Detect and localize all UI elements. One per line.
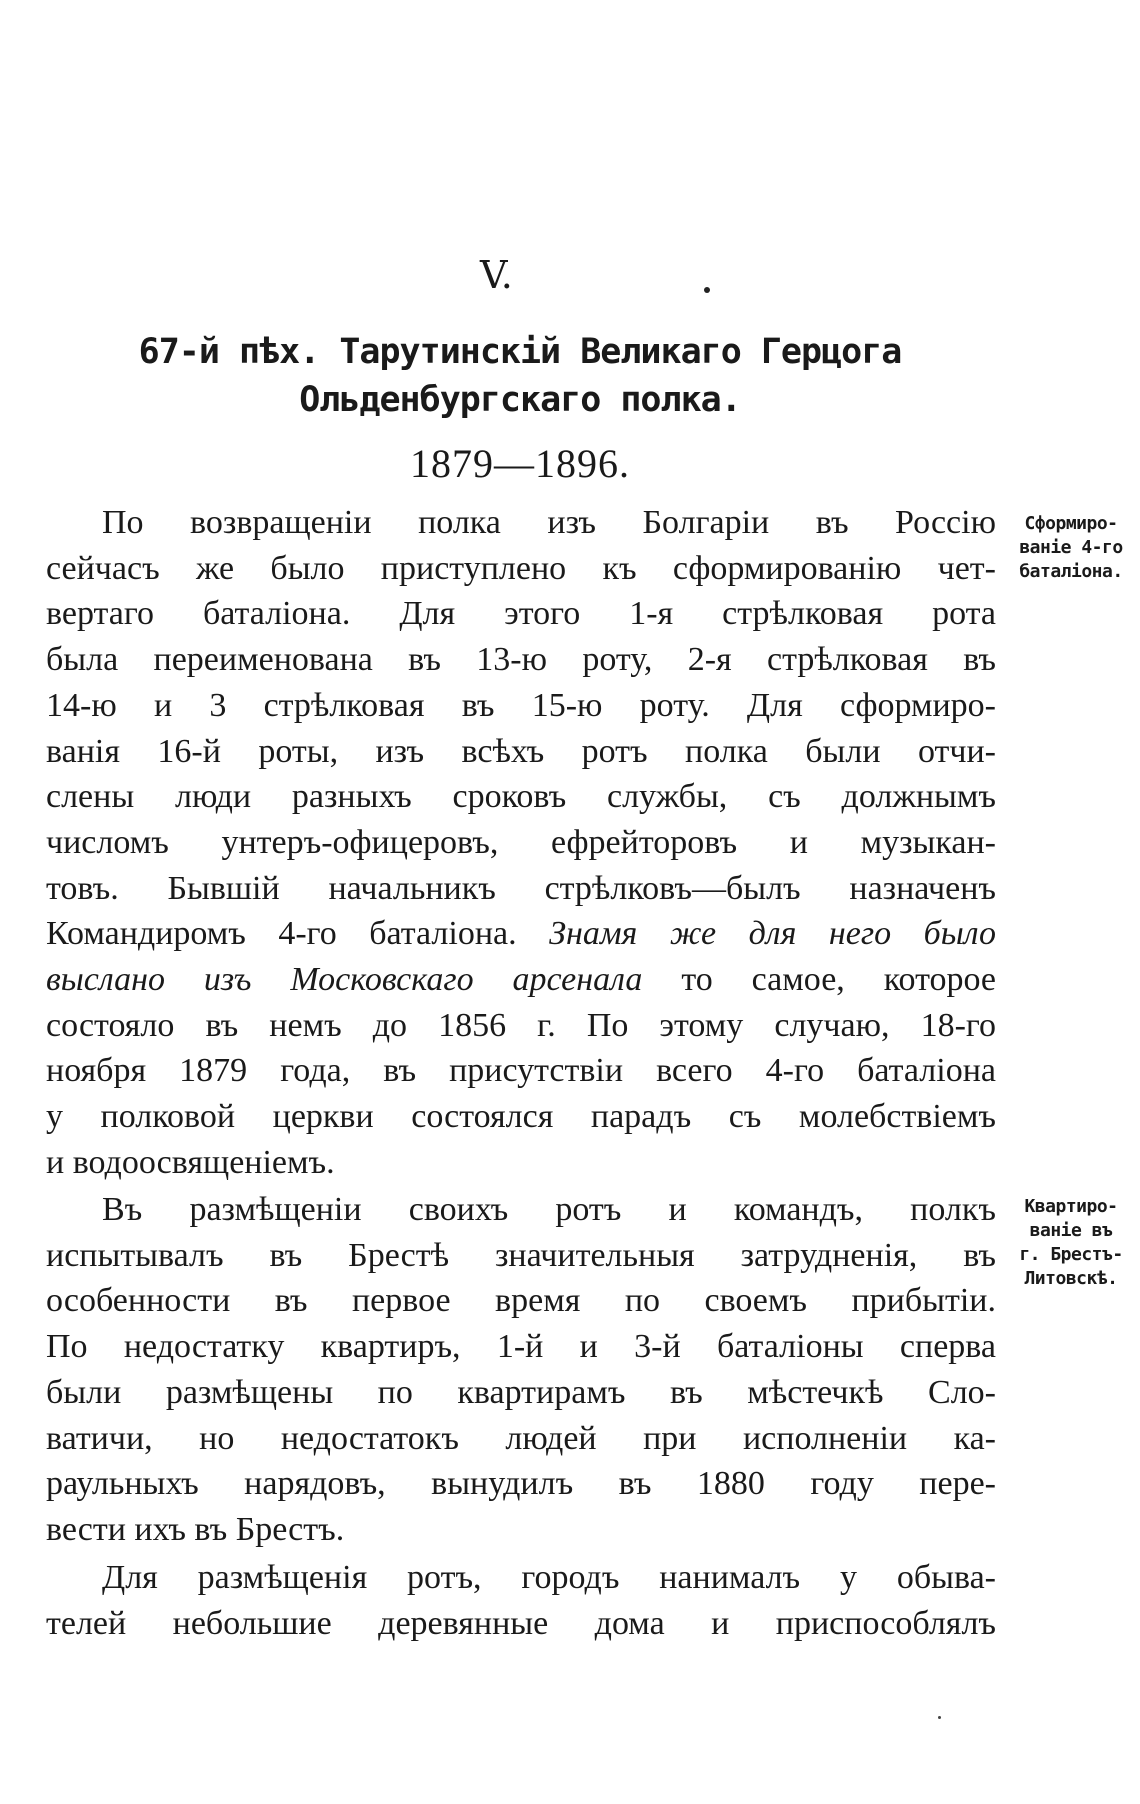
italic-segment: Знамя же для него было	[549, 915, 996, 953]
text-line: ватичи, но недостатокъ людей при исполненіи ка-	[46, 1419, 996, 1457]
margin-note-line: Квартиро-	[1024, 1196, 1118, 1217]
margin-note-line: баталіона.	[1019, 561, 1123, 582]
text-line: товъ. Бывшій начальникъ стрѣлковъ—былъ назначенъ	[46, 869, 996, 907]
text-line: была переименована въ 13-ю роту, 2-я стрѣлковая въ	[46, 641, 996, 679]
text-segment: то самое, которое	[681, 961, 996, 999]
margin-note-1	[1005, 512, 1137, 584]
text-line-mixed	[46, 911, 996, 957]
chapter-number: V.	[480, 253, 513, 297]
text-line: слены люди разныхъ сроковъ службы, съ должнымъ	[46, 778, 996, 816]
paragraph-3	[46, 1555, 996, 1646]
paragraph-1	[46, 500, 996, 1186]
print-speck	[938, 1716, 941, 1719]
text-segment: Командиромъ 4-го баталіона.	[46, 915, 517, 953]
text-line: По возвращеніи полка изъ Болгаріи въ Россію	[102, 504, 996, 541]
text-line: испытывалъ въ Брестѣ значительныя затрудненія, въ	[46, 1236, 996, 1274]
text-line: были размѣщены по квартирамъ въ мѣстечкѣ Сло-	[46, 1373, 996, 1411]
text-line: раульныхъ нарядовъ, вынудилъ въ 1880 году пере-	[46, 1465, 996, 1503]
text-line: особенности въ первое время по своемъ прибытіи.	[46, 1282, 996, 1320]
italic-segment: выслано изъ Московскаго арсенала	[46, 961, 643, 999]
text-line: вертаго баталіона. Для этого 1-я стрѣлковая рота	[46, 595, 996, 633]
text-line: сейчасъ же было приступлено къ сформированію чет-	[46, 549, 996, 587]
text-line-mixed	[46, 957, 996, 1003]
text-line: вести ихъ въ Брестъ.	[46, 1510, 345, 1548]
margin-note-line: ваніе въ	[1029, 1220, 1113, 1241]
margin-note-line: ваніе 4-го	[1019, 537, 1123, 558]
chapter-title-line-1: 67-й пѣх. Тарутинскій Великаго Герцога	[138, 332, 902, 372]
text-line: Для размѣщенія ротъ, городъ нанималъ у обыва-	[102, 1559, 996, 1596]
text-line: 14-ю и 3 стрѣлковая въ 15-ю роту. Для сформиро-	[46, 686, 996, 724]
text-line: и водоосвященіемъ.	[46, 1143, 335, 1181]
print-speck	[704, 287, 710, 293]
text-line: у полковой церкви состоялся парадъ съ молебствіемъ	[46, 1098, 996, 1136]
text-line: ванія 16-й роты, изъ всѣхъ ротъ полка были отчи-	[46, 732, 996, 770]
text-line: Въ размѣщеніи своихъ ротъ и командъ, полкъ	[102, 1191, 996, 1228]
margin-note-line: г. Брестъ-	[1019, 1244, 1123, 1265]
margin-note-line: Сформиро-	[1024, 513, 1118, 534]
text-line: телей небольшие деревянные дома и приспособлялъ	[46, 1604, 996, 1642]
chapter-years: 1879—1896.	[410, 441, 630, 486]
margin-note-line: Литовскѣ.	[1024, 1268, 1118, 1289]
margin-note-2	[1005, 1195, 1137, 1291]
text-line: состояло въ немъ до 1856 г. По этому случаю, 18-го	[46, 1006, 996, 1044]
text-line: числомъ унтеръ-офицеровъ, ефрейторовъ и музыкан-	[46, 823, 996, 861]
text-line: ноября 1879 года, въ присутствіи всего 4-го баталіона	[46, 1052, 996, 1090]
paragraph-2	[46, 1187, 996, 1553]
chapter-title-line-2: Ольденбургскаго полка.	[299, 380, 741, 420]
text-line: По недостатку квартиръ, 1-й и 3-й баталіоны сперва	[46, 1328, 996, 1366]
